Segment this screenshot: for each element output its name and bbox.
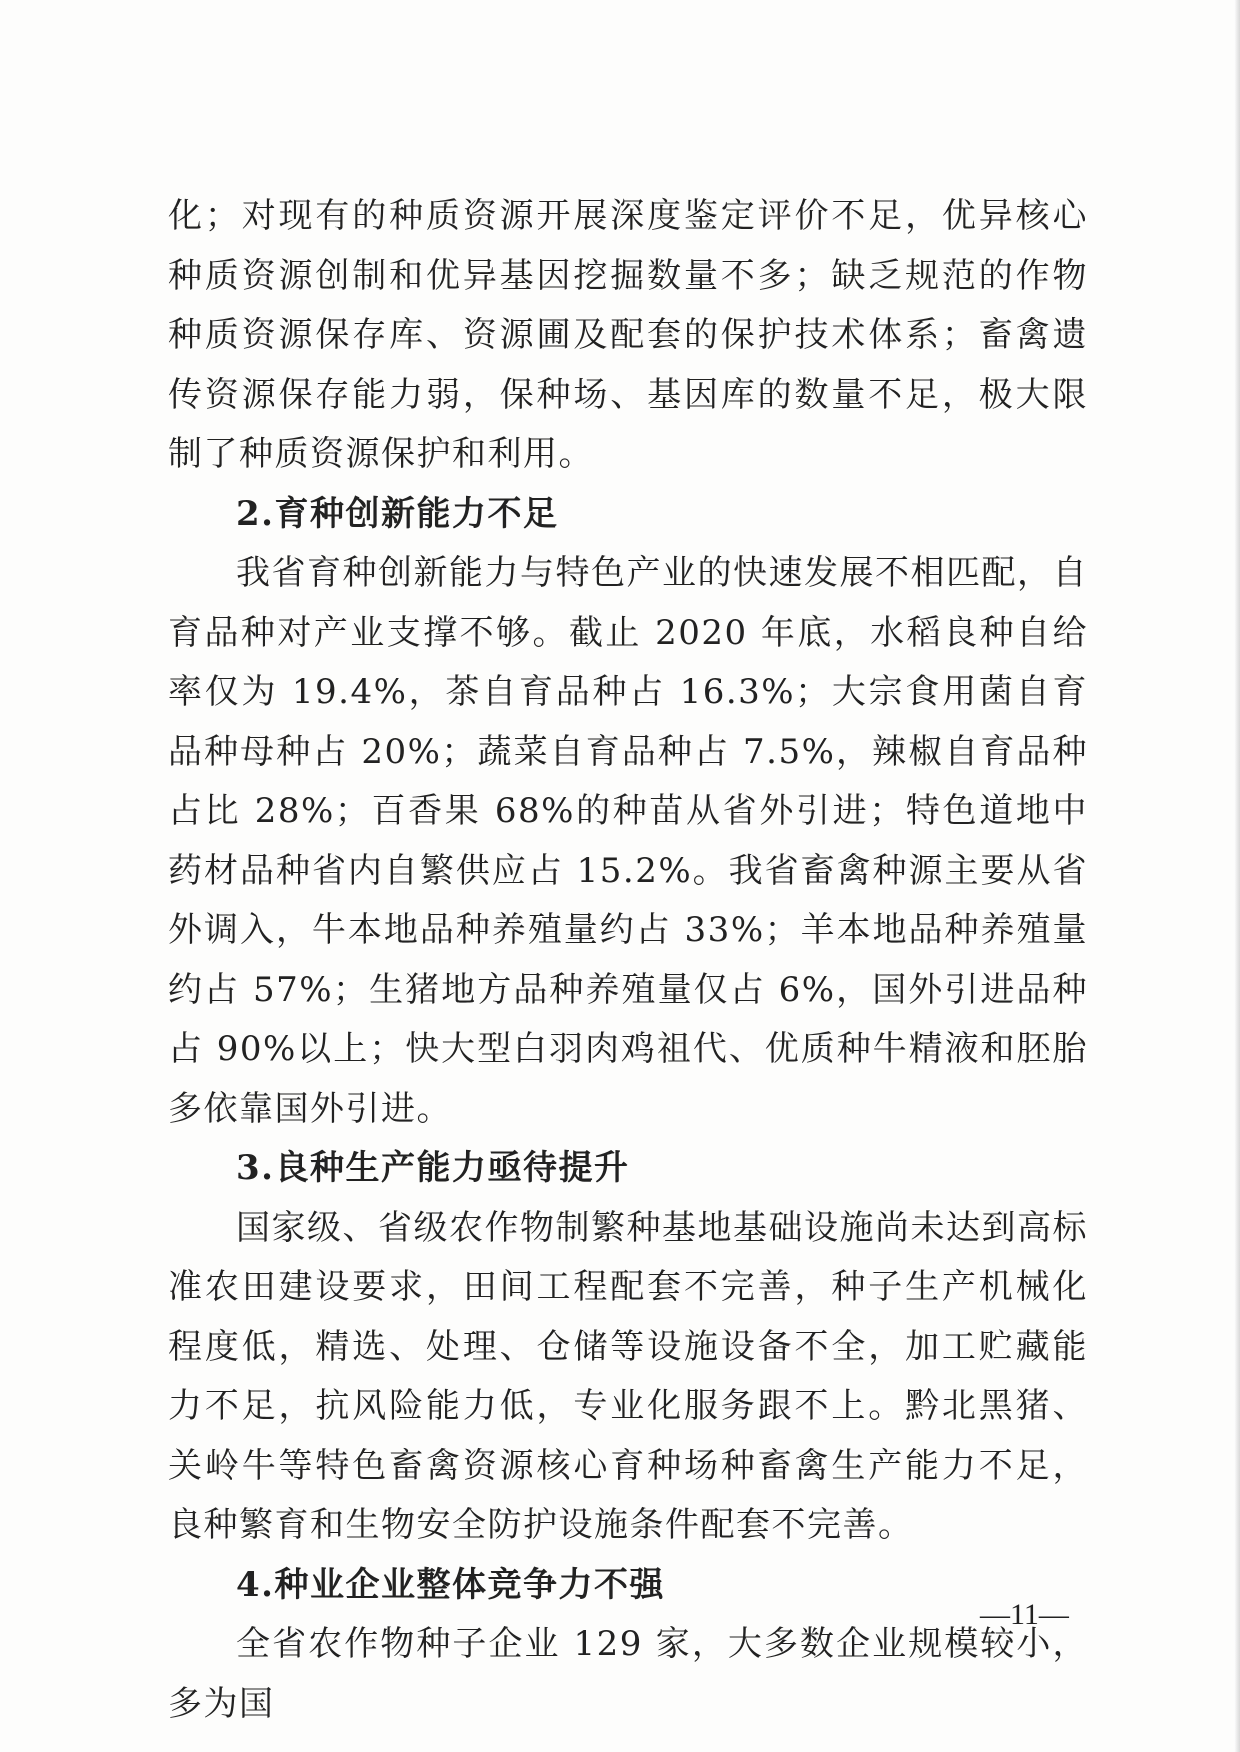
continued-paragraph: 化；对现有的种质资源开展深度鉴定评价不足，优异核心种质资源创制和优异基因挖掘数量不多；缺乏规范的作物种质资源保存库、资源圃及配套的保护技术体系；畜禽遗传资源保存能力弱，保种场、基因库的数量不足，极大限制了种质资源保护和利用。 [168,196,1088,474]
document-body [168,187,1088,1734]
page-number: —11— [980,1598,1069,1631]
section-2-paragraph: 我省育种创新能力与特色产业的快速发展不相匹配，自育品种对产业支撑不够。截止 2020 年底，水稻良种自给率仅为 19.4%，茶自育品种占 16.3%；大宗食用菌自育品种母种占 20%；蔬菜自育品种占 7.5%，辣椒自育品种占比 28%；百香果 68%的种苗从省外引进；特色道地中药材品种省内自繁供应占 15.2%。我省畜禽种源主要从省外调入，牛本地品种养殖量约占 33%；羊本地品种养殖量约占 57%；生猪地方品种养殖量仅占 6%，国外引进品种占 90%以上；快大型白羽肉鸡祖代、优质种牛精液和胚胎多依靠国外引进。 [168,553,1088,1129]
section-4-paragraph: 全省农作物种子企业 129 家，大多数企业规模较小，多为国 [168,1624,1088,1724]
section-3-heading: 3.良种生产能力亟待提升 [236,1148,630,1188]
section-3-paragraph: 国家级、省级农作物制繁种基地基础设施尚未达到高标准农田建设要求，田间工程配套不完善，种子生产机械化程度低，精选、处理、仓储等设施设备不全，加工贮藏能力不足，抗风险能力低，专业化服务跟不上。黔北黑猪、关岭牛等特色畜禽资源核心育种场种畜禽生产能力不足，良种繁育和生物安全防护设施条件配套不完善。 [168,1207,1088,1545]
section-4-heading: 4.种业企业整体竞争力不强 [236,1564,665,1605]
section-2-heading: 2.育种创新能力不足 [236,493,559,534]
page-edge-shadow [1234,0,1240,1752]
